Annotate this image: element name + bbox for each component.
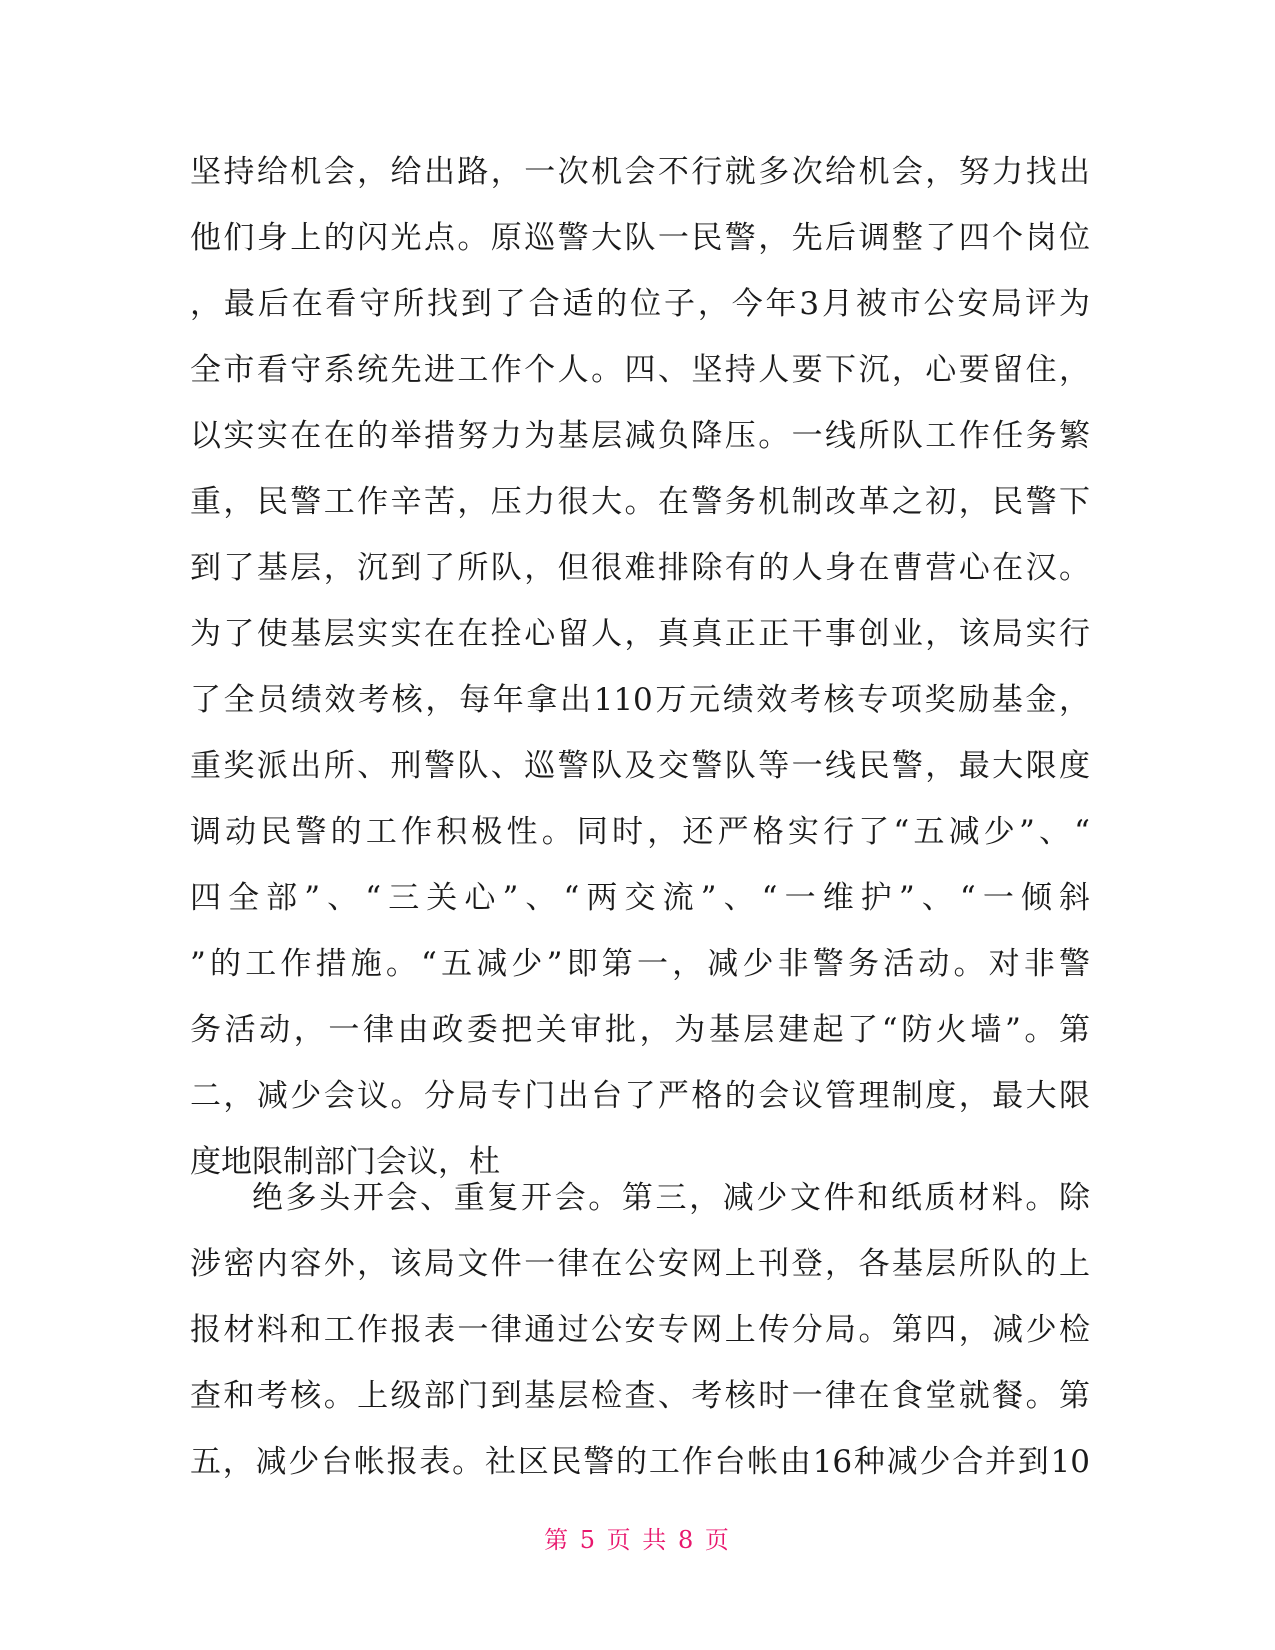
text-line: 二，减少会议。分局专门出台了严格的会议管理制度，最大限 [190, 1078, 1090, 1114]
text-line: 他们身上的闪光点。原巡警大队一民警，先后调整了四个岗位 [190, 220, 1090, 256]
text-line: 五，减少台帐报表。社区民警的工作台帐由16种减少合并到10 [190, 1444, 1090, 1480]
text-line: 重，民警工作辛苦，压力很大。在警务机制改革之初，民警下 [190, 484, 1090, 520]
text-line: 为了使基层实实在在拴心留人，真真正正干事创业，该局实行 [190, 616, 1090, 652]
text-line: 坚持给机会，给出路，一次机会不行就多次给机会，努力找出 [190, 154, 1090, 190]
paragraph-1 [190, 139, 1090, 1195]
text-line: 到了基层，沉到了所队，但很难排除有的人身在曹营心在汉。 [190, 550, 1090, 586]
text-line: 调动民警的工作积极性。同时，还严格实行了“五减少”、“ [190, 814, 1090, 850]
text-line: ，最后在看守所找到了合适的位子，今年3月被市公安局评为 [190, 286, 1090, 322]
text-line: 以实实在在的举措努力为基层减负降压。一线所队工作任务繁 [190, 418, 1090, 454]
text-line: 度地限制部门会议，杜 [190, 1144, 500, 1180]
text-line: 重奖派出所、刑警队、巡警队及交警队等一线民警，最大限度 [190, 748, 1090, 784]
page-number-footer: 第 5 页 共 8 页 [544, 1526, 731, 1554]
text-line: ”的工作措施。“五减少”即第一，减少非警务活动。对非警 [190, 946, 1090, 982]
paragraph-2 [190, 1165, 1090, 1495]
text-line: 报材料和工作报表一律通过公安专网上传分局。第四，减少检 [190, 1312, 1090, 1348]
text-line: 四全部”、“三关心”、“两交流”、“一维护”、“一倾斜 [190, 880, 1090, 916]
text-line: 务活动，一律由政委把关审批，为基层建起了“防火墙”。第 [190, 1012, 1090, 1048]
text-line: 涉密内容外，该局文件一律在公安网上刊登，各基层所队的上 [190, 1246, 1090, 1282]
text-line: 全市看守系统先进工作个人。四、坚持人要下沉，心要留住， [190, 352, 1090, 388]
text-line: 了全员绩效考核，每年拿出110万元绩效考核专项奖励基金， [190, 682, 1090, 718]
text-line: 查和考核。上级部门到基层检查、考核时一律在食堂就餐。第 [190, 1378, 1090, 1414]
text-line: 绝多头开会、重复开会。第三，减少文件和纸质材料。除 [252, 1180, 1090, 1216]
